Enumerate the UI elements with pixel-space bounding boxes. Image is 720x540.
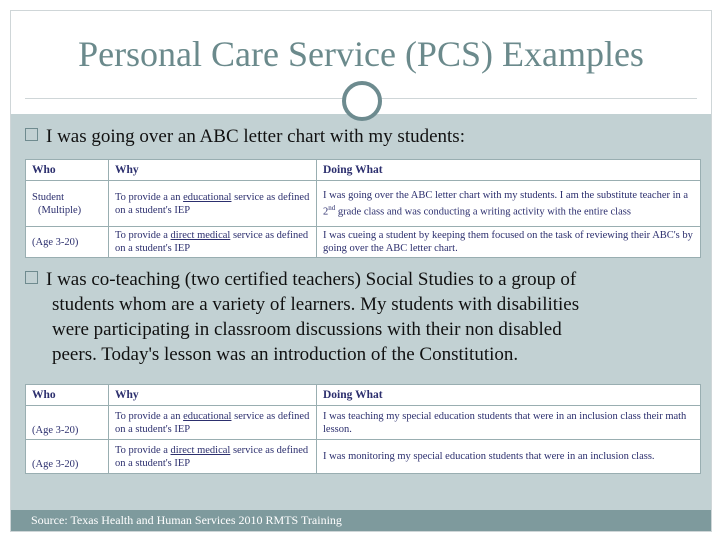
- doing-what-cell: [317, 181, 701, 227]
- table-2: [25, 384, 701, 474]
- why-text-end: service as defined on a student's IEP: [115, 191, 310, 216]
- who-line-2: (Multiple): [38, 204, 82, 216]
- why-text: To provide a: [115, 444, 171, 456]
- who-cell: (Age 3-20): [26, 227, 109, 258]
- table-2-header-row: [26, 385, 701, 406]
- bullet-1: [25, 124, 465, 149]
- why-text: To provide a: [115, 230, 171, 241]
- square-bullet-icon: [25, 271, 38, 284]
- table-1-header-doing-what: Doing What: [317, 160, 701, 181]
- who-line-1: Student: [32, 191, 65, 203]
- table-1-header-who: Who: [26, 160, 109, 181]
- who-cell: (Age 3-20): [26, 440, 109, 474]
- why-text-end: service as defined on a student's IEP: [115, 444, 309, 469]
- ring-ornament-icon: [342, 81, 382, 121]
- who-cell: [26, 181, 109, 227]
- doing-what-cell: I was monitoring my special education students that were in an inclusion class.: [317, 440, 701, 474]
- table-1-header-row: [26, 160, 701, 181]
- why-text: To provide a an: [115, 410, 184, 422]
- content-area: [11, 114, 711, 531]
- why-cell: [109, 227, 317, 258]
- table-2-header-who: Who: [26, 385, 109, 406]
- why-text: To provide a an: [115, 191, 184, 203]
- why-cell: [109, 440, 317, 474]
- what-text: I was going over the ABC letter chart with my students. I am the substitute teacher in a 2: [323, 189, 689, 218]
- why-underlined: educational: [183, 191, 232, 203]
- doing-what-cell: I was cueing a student by keeping them focused on the task of reviewing their ABC's by going over the ABC letter chart.: [317, 227, 701, 258]
- bullet-2-line-4: peers. Today's lesson was an introduction of the Constitution.: [52, 344, 519, 365]
- table-row: [26, 227, 701, 258]
- slide: [10, 10, 712, 532]
- table-row: [26, 181, 701, 227]
- why-underlined: direct medical: [170, 230, 231, 241]
- bullet-2-line-3: were participating in classroom discussions with their non disabled: [52, 319, 562, 340]
- bullet-2-text-1: I was co-teaching (two certified teachers) Social Studies to a group of: [46, 269, 577, 290]
- why-cell: [109, 181, 317, 227]
- why-underlined: direct medical: [170, 444, 231, 456]
- what-text-end: grade class and was conducting a writing activity with the entire class: [335, 206, 631, 218]
- bullet-2-line-1: [25, 267, 695, 292]
- why-underlined: educational: [183, 410, 232, 422]
- why-text-end: service as defined on a student's IEP: [115, 410, 310, 435]
- table-1-header-why: Why: [109, 160, 317, 181]
- who-cell: (Age 3-20): [26, 406, 109, 440]
- table-row: [26, 406, 701, 440]
- table-2-header-why: Why: [109, 385, 317, 406]
- slide-title: Personal Care Service (PCS) Examples: [78, 34, 644, 74]
- bullet-1-text: I was going over an ABC letter chart with my students:: [46, 126, 465, 147]
- table-row: [26, 440, 701, 474]
- footer-bar: [11, 510, 711, 531]
- table-1: [25, 159, 701, 258]
- square-bullet-icon: [25, 128, 38, 141]
- why-text-end: service as defined on a student's IEP: [115, 230, 309, 254]
- table-2-header-doing-what: Doing What: [317, 385, 701, 406]
- footer-source: Source: Texas Health and Human Services 2010 RMTS Training: [31, 513, 342, 527]
- why-cell: [109, 406, 317, 440]
- doing-what-cell: I was teaching my special education students that were in an inclusion class their math lesson.: [317, 406, 701, 440]
- bullet-2: [25, 267, 695, 367]
- bullet-2-line-2: students whom are a variety of learners. My students with disabilities: [52, 294, 580, 315]
- what-superscript: nd: [328, 203, 336, 212]
